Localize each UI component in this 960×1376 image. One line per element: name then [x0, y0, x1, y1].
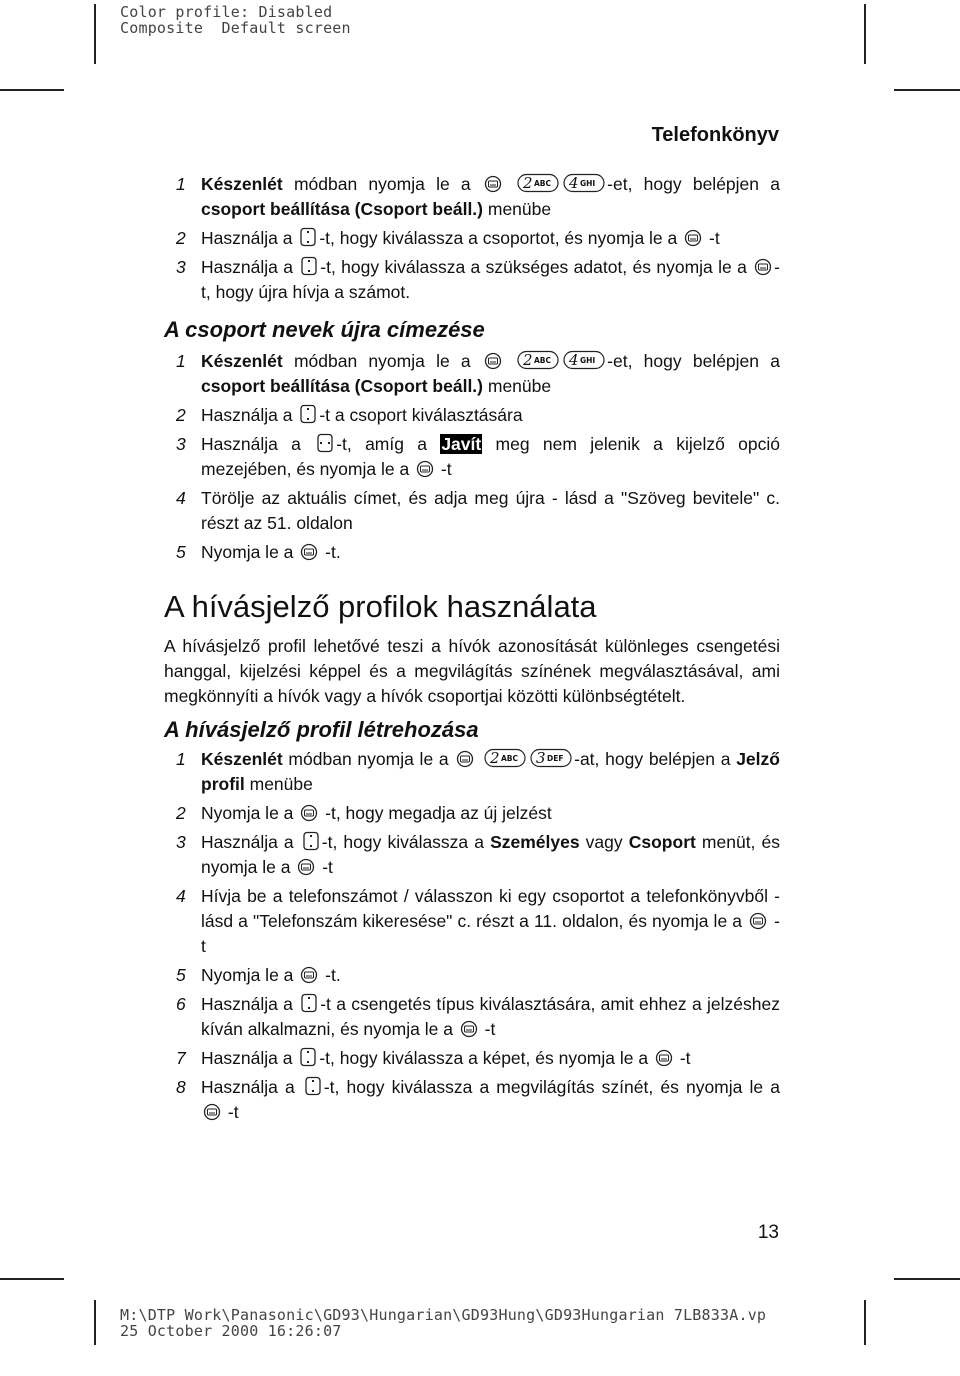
- step-number: 2: [176, 803, 186, 823]
- step-item: [176, 226, 780, 251]
- step-text: Használja a -t, hogy kiválassza a szükséges adatot, és nyomja le a -t, hogy újra hívja a számot.: [201, 257, 780, 302]
- section-profiles-title: A hívásjelző profilok használata: [164, 589, 597, 624]
- step-text: Használja a -t, amíg a Javít meg nem jelenik a kijelző opció mezejében, és nyomja le a -t: [201, 434, 780, 479]
- menu-name: Személyes: [490, 832, 580, 852]
- composite-line: Composite Default screen: [120, 19, 351, 37]
- step-number: 3: [176, 257, 186, 277]
- svg-text:4: 4: [569, 351, 579, 369]
- step-text: Készenlét módban nyomja le a 2 ABC 4 GHI -et, hogy belépjen a csoport beállítása (Csoport beáll.) menübe: [201, 174, 780, 219]
- svg-text:GHI: GHI: [580, 179, 596, 188]
- color-profile-line: Color profile: Disabled: [120, 3, 333, 21]
- svg-text:3: 3: [536, 749, 546, 767]
- key-3-icon: [530, 748, 572, 768]
- crop-mark: [94, 4, 96, 64]
- nav-up-down-key-icon: [302, 831, 320, 851]
- crop-mark: [894, 1278, 960, 1280]
- step-text: Hívja be a telefonszámot / válasszon ki egy csoportot a telefonkönyvből - lásd a "Telefonszám kikeresése" c. részt a 11. oldalon, és nyomja le a -t: [201, 886, 780, 956]
- crop-mark: [94, 1300, 96, 1345]
- step-number: 1: [176, 749, 186, 769]
- nav-left-right-key-icon: [316, 433, 334, 453]
- key-4-icon: [563, 173, 605, 193]
- svg-text:4: 4: [569, 174, 579, 192]
- menu-name: Készenlét: [201, 174, 283, 194]
- section-profiles-paragraph: A hívásjelző profil lehetővé teszi a hívók azonosítását különleges csengetési hanggal, kijelzési képpel és a megvilágítás színének megválasztásával, ami megkönnyíti a hívók vagy a hívók csoportjai közötti különbségtételt.: [164, 636, 780, 706]
- step-number: 7: [176, 1048, 186, 1068]
- step-item: [176, 992, 780, 1042]
- nav-up-down-key-icon: [299, 404, 317, 424]
- step-text: Nyomja le a -t, hogy megadja az új jelzést: [201, 803, 552, 823]
- group-steps-list: [176, 172, 780, 309]
- nav-up-down-key-icon: [299, 1047, 317, 1067]
- svg-text:DEF: DEF: [547, 754, 564, 763]
- step-text: Használja a -t a csengetés típus kiválasztására, amit ehhez a jelzéshez kíván alkalmazni, és nyomja le a -t: [201, 994, 780, 1039]
- step-number: 3: [176, 832, 186, 852]
- step-number: 3: [176, 434, 186, 454]
- step-text: Használja a -t, hogy kiválassza a Személyes vagy Csoport menüt, és nyomja le a -t: [201, 832, 780, 877]
- ok-key-icon: [460, 1020, 478, 1038]
- ok-key-icon: [749, 912, 767, 930]
- step-number: 1: [176, 351, 186, 371]
- ok-key-icon: [754, 258, 772, 276]
- create-steps-list: [176, 747, 780, 1129]
- ok-key-icon: [203, 1103, 221, 1121]
- step-item: [176, 884, 780, 959]
- ok-key-icon: [416, 460, 434, 478]
- step-item: [176, 486, 780, 536]
- ok-key-icon: [456, 750, 474, 768]
- ok-key-icon: [684, 229, 702, 247]
- step-number: 8: [176, 1077, 186, 1097]
- menu-name: Készenlét: [201, 351, 283, 371]
- step-item: [176, 1075, 780, 1125]
- ok-key-icon: [484, 352, 502, 370]
- step-text: Készenlét módban nyomja le a 2 ABC 4 GHI -et, hogy belépjen a csoport beállítása (Csoport beáll.) menübe: [201, 351, 780, 396]
- nav-up-down-key-icon: [300, 256, 318, 276]
- step-number: 1: [176, 174, 186, 194]
- step-text: Nyomja le a -t.: [201, 542, 341, 562]
- menu-name: csoport beállítása (Csoport beáll.): [201, 376, 483, 396]
- step-text: Készenlét módban nyomja le a 2 ABC 3 DEF -at, hogy belépjen a Jelző profil menübe: [201, 749, 780, 794]
- key-4-icon: [563, 350, 605, 370]
- rename-steps-list: [176, 349, 780, 569]
- step-item: [176, 432, 780, 482]
- step-item: [176, 1046, 780, 1071]
- ok-key-icon: [300, 966, 318, 984]
- step-item: [176, 830, 780, 880]
- menu-name: Csoport: [628, 832, 696, 852]
- print-footer: [120, 1307, 766, 1339]
- nav-up-down-key-icon: [300, 993, 318, 1013]
- svg-text:2: 2: [523, 174, 533, 192]
- svg-text:2: 2: [490, 749, 500, 767]
- ok-key-icon: [300, 804, 318, 822]
- menu-name: Készenlét: [201, 749, 283, 769]
- svg-text:GHI: GHI: [580, 356, 596, 365]
- crop-mark: [864, 1300, 866, 1345]
- key-2-icon: [484, 748, 526, 768]
- ok-key-icon: [300, 543, 318, 561]
- step-number: 2: [176, 405, 186, 425]
- svg-text:2: 2: [523, 351, 533, 369]
- step-item: [176, 172, 780, 222]
- step-text: Használja a -t, hogy kiválassza a csoportot, és nyomja le a -t: [201, 228, 720, 248]
- crop-mark: [894, 89, 960, 91]
- section-rename-title: A csoport nevek újra címezése: [164, 317, 485, 342]
- step-text: Használja a -t, hogy kiválassza a képet, és nyomja le a -t: [201, 1048, 691, 1068]
- file-path-line: M:\DTP Work\Panasonic\GD93\Hungarian\GD93Hung\GD93Hungarian 7LB833A.vp: [120, 1306, 767, 1324]
- nav-up-down-key-icon: [299, 227, 317, 247]
- step-text: Nyomja le a -t.: [201, 965, 341, 985]
- step-number: 4: [176, 488, 186, 508]
- key-2-icon: [517, 173, 559, 193]
- menu-name: csoport beállítása (Csoport beáll.): [201, 199, 483, 219]
- page-number: 13: [757, 1222, 779, 1243]
- svg-text:ABC: ABC: [534, 356, 552, 365]
- running-title: Telefonkönyv: [651, 124, 779, 146]
- ok-key-icon: [297, 858, 315, 876]
- print-header: [120, 4, 351, 36]
- step-item: [176, 801, 780, 826]
- step-item: [176, 963, 780, 988]
- crop-mark: [864, 4, 866, 64]
- step-number: 2: [176, 228, 186, 248]
- step-item: [176, 403, 780, 428]
- svg-text:ABC: ABC: [501, 754, 519, 763]
- step-item: [176, 747, 780, 797]
- svg-text:ABC: ABC: [534, 179, 552, 188]
- key-2-icon: [517, 350, 559, 370]
- ok-key-icon: [655, 1049, 673, 1067]
- step-number: 5: [176, 542, 186, 562]
- step-number: 6: [176, 994, 186, 1014]
- step-text: Használja a -t, hogy kiválassza a megvilágítás színét, és nyomja le a -t: [201, 1077, 780, 1122]
- step-text: Törölje az aktuális címet, és adja meg újra - lásd a "Szöveg bevitele" c. részt az 51. oldalon: [201, 488, 780, 533]
- step-number: 5: [176, 965, 186, 985]
- step-item: [176, 540, 780, 565]
- menu-name: Jelző profil: [201, 749, 780, 794]
- crop-mark: [0, 1278, 64, 1280]
- step-item: [176, 255, 780, 305]
- crop-mark: [0, 89, 64, 91]
- timestamp-line: 25 October 2000 16:26:07: [120, 1322, 342, 1340]
- step-text: Használja a -t a csoport kiválasztására: [201, 405, 523, 425]
- step-number: 4: [176, 886, 186, 906]
- nav-up-down-key-icon: [304, 1076, 322, 1096]
- step-item: [176, 349, 780, 399]
- section-create-title: A hívásjelző profil létrehozása: [164, 717, 479, 742]
- ok-key-icon: [484, 175, 502, 193]
- display-option-label: Javít: [441, 434, 482, 454]
